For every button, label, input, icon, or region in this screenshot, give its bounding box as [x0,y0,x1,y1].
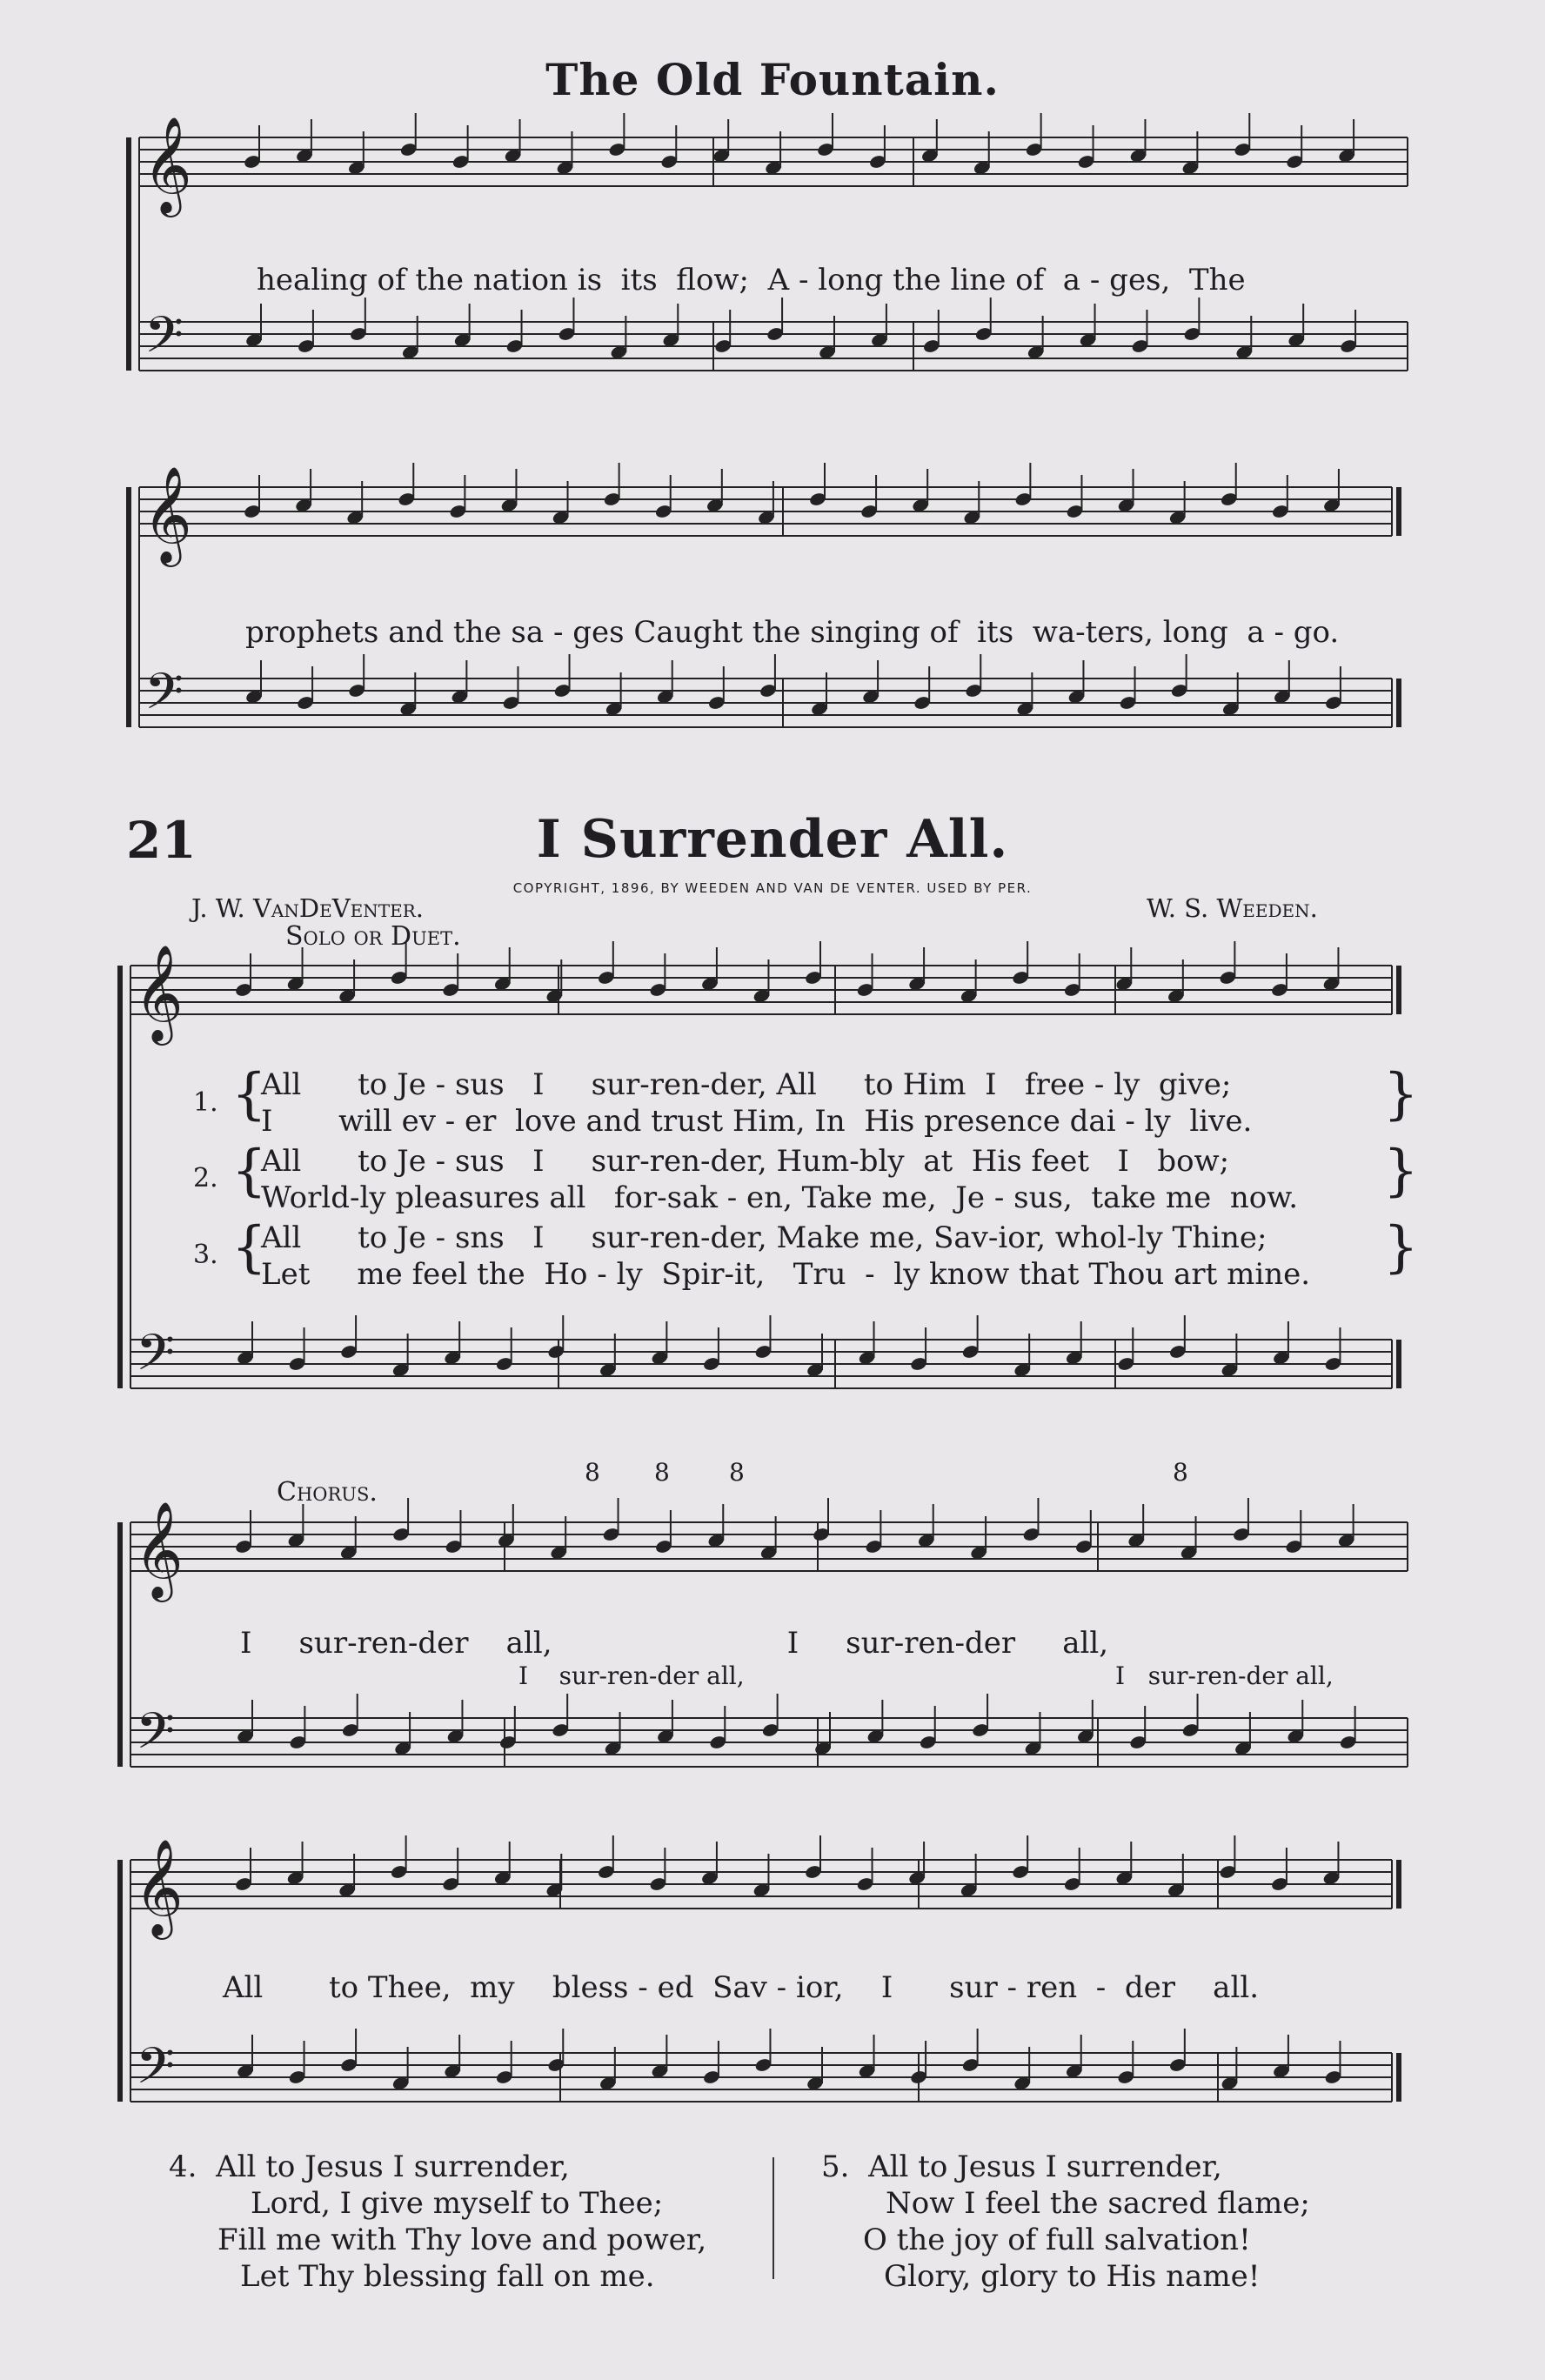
chorus-lyrics-line1: I sur-ren-der all, I sur-ren-der all, [240,1626,1109,1661]
verse-1-line1: All to Je - sus I sur-ren-der, All to Him I free - ly give; [261,1067,1232,1102]
verse-number: 2. [193,1163,218,1193]
verse-number: 1. [193,1087,218,1118]
stanza-line: All to Jesus I surrender, [216,2149,570,2184]
verse-brace-right: } [1383,1062,1419,1126]
bass-clef: 𝄢 [136,1701,176,1773]
stanza-number: 4. [169,2149,197,2184]
stanza-line: Fill me with Thy love and power, [217,2223,707,2257]
bass-clef: 𝄢 [144,305,184,377]
treble-clef: 𝄞 [134,944,184,1041]
hymn-number: 21 [126,811,197,870]
verse-2-line1: All to Je - sus I sur-ren-der, Hum-bly at His feet I bow; [261,1144,1230,1179]
verse-1-line2: I will ev - er love and trust Him, In His presence dai - ly live. [261,1104,1253,1139]
chorus-echo-1: I sur-ren-der all, [518,1661,745,1690]
stanza-line: All to Jesus I surrender, [868,2149,1222,2184]
stanza-4 [169,2149,570,2185]
treble-clef: 𝄞 [143,116,192,213]
verse-brace-left: { [231,1139,267,1203]
previous-hymn-lyrics-line1: healing of the nation is its flow; A - long the line of a - ges, The [257,263,1246,298]
chorus-echo-2: I sur-ren-der all, [1115,1661,1334,1690]
previous-hymn-lyrics-line2: prophets and the sa - ges Caught the singing of its wa-ters, long a - go. [245,615,1340,650]
verse-3-line1: All to Je - sns I sur-ren-der, Make me, Sav-ior, whol-ly Thine; [261,1220,1267,1255]
previous-hymn-title: The Old Fountain. [545,54,1000,105]
verse-brace-right: } [1383,1215,1419,1280]
bass-clef: 𝄢 [144,662,184,733]
verse-2-line2: World-ly pleasures all for-sak - en, Take me, Je - sus, take me now. [261,1180,1299,1215]
stanza-line: Now I feel the sacred flame; [886,2186,1310,2221]
fingering-number: 8 [654,1458,670,1487]
verse-brace-left: { [231,1215,267,1280]
performance-direction: Solo or Duet. [285,921,461,952]
author: J. W. VanDeVenter. [191,893,424,923]
treble-clef: 𝄞 [134,1501,184,1598]
composer: W. S. Weeden. [1147,893,1318,923]
fingering-number: 8 [585,1458,600,1487]
bass-clef: 𝄢 [136,1323,176,1394]
verse-brace-right: } [1383,1139,1419,1203]
chorus-label: Chorus. [277,1477,378,1508]
stanza-divider [772,2157,774,2279]
hymn-title: I Surrender All. [536,809,1009,870]
fingering-number: 8 [729,1458,745,1487]
chorus-lyrics-line2: All to Thee, my bless - ed Sav - ior, I sur - ren - der all. [223,1970,1260,2005]
stanza-number: 5. [821,2149,850,2184]
treble-clef: 𝄞 [134,1838,184,1935]
stanza-line: Glory, glory to His name! [884,2259,1261,2294]
stanza-line: O the joy of full salvation! [863,2223,1251,2257]
copyright-notice: COPYRIGHT, 1896, BY WEEDEN AND VAN DE VENTER. USED BY PER. [512,880,1033,896]
stanza-line: Let Thy blessing fall on me. [240,2259,655,2294]
stanza-5 [821,2149,1222,2185]
verse-3-line2: Let me feel the Ho - ly Spir-it, Tru - ly know that Thou art mine. [261,1257,1311,1292]
bass-clef: 𝄢 [136,2036,176,2108]
treble-clef: 𝄞 [143,465,192,563]
stanza-line: Lord, I give myself to Thee; [251,2186,664,2221]
verse-brace-left: { [231,1062,267,1126]
fingering-number: 8 [1173,1458,1188,1487]
verse-number: 3. [193,1240,218,1270]
